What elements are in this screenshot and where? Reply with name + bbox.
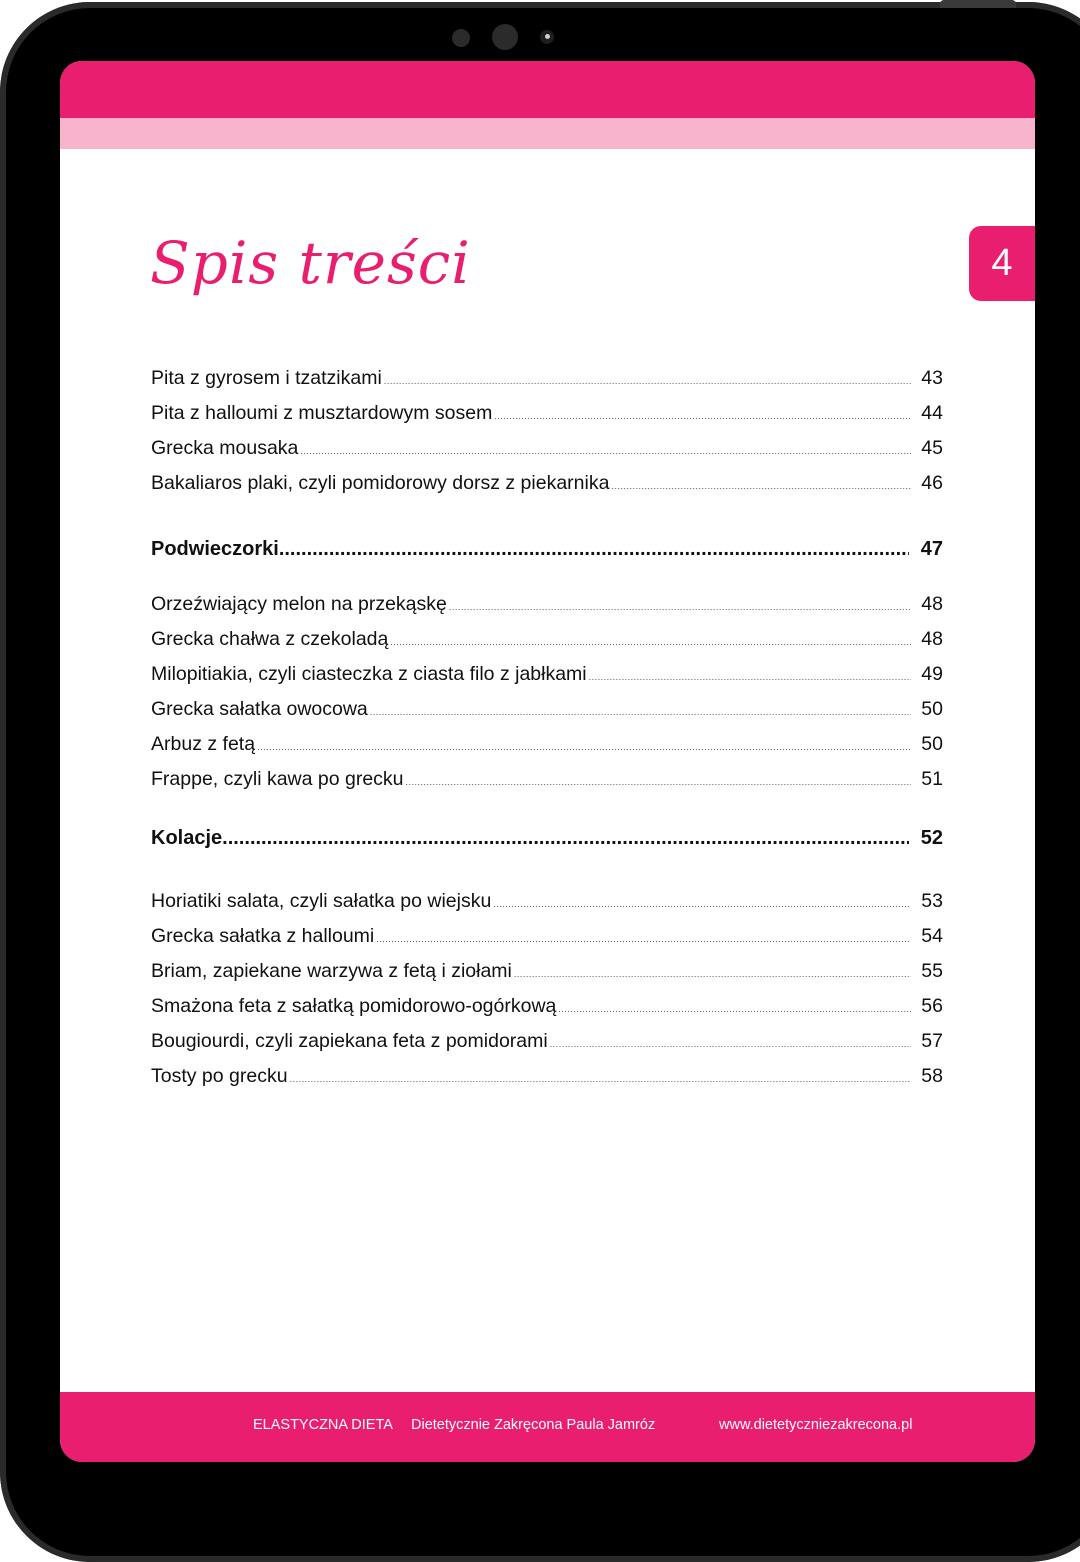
toc-entry-page: 48 [921, 593, 943, 615]
toc-entry-label: Milopitiakia, czyli ciasteczka z ciasta filo z jabłkami [151, 663, 587, 685]
lens-icon [540, 30, 554, 44]
toc-entry-page: 50 [921, 733, 943, 755]
page-number-tab: 4 [969, 226, 1035, 301]
dot-leader [558, 1004, 911, 1014]
dot-leader [279, 538, 909, 561]
toc-row[interactable] [151, 663, 943, 693]
toc-row[interactable] [151, 768, 943, 798]
toc-section-row[interactable] [151, 827, 943, 857]
toc-entry-page: 46 [921, 472, 943, 494]
dot-leader [611, 481, 911, 491]
toc-row[interactable] [151, 925, 943, 955]
toc-row[interactable] [151, 437, 943, 467]
dot-leader [589, 672, 911, 682]
toc-entry-label: Kolacje [151, 827, 223, 849]
toc-entry-page: 55 [921, 960, 943, 982]
toc-entry-label: Grecka sałatka owocowa [151, 698, 368, 720]
dot-leader [494, 411, 911, 421]
toc-entry-label: Bakaliaros plaki, czyli pomidorowy dorsz z piekarnika [151, 472, 610, 494]
footer-author: Dietetycznie Zakręcona Paula Jamróz [411, 1417, 656, 1433]
toc-entry-label: Bougiourdi, czyli zapiekana feta z pomidorami [151, 1030, 548, 1052]
dot-leader [493, 899, 911, 909]
dot-leader [449, 602, 911, 612]
toc-row[interactable] [151, 995, 943, 1025]
toc-entry-label: Grecka sałatka z halloumi [151, 925, 375, 947]
toc-row[interactable] [151, 402, 943, 432]
dot-leader [514, 969, 911, 979]
toc-entry-page: 54 [921, 925, 943, 947]
dot-leader [257, 742, 911, 752]
page-title: Spis treści [150, 229, 471, 297]
toc-entry-label: Pita z gyrosem i tzatzikami [151, 367, 382, 389]
dot-leader [222, 827, 909, 850]
toc-row[interactable] [151, 733, 943, 763]
toc-row[interactable] [151, 698, 943, 728]
toc-entry-label: Horiatiki salata, czyli sałatka po wiejsku [151, 890, 492, 912]
header-band-light [60, 118, 1035, 149]
toc-entry-page: 48 [921, 628, 943, 650]
footer-brand: ELASTYCZNA DIETA [253, 1417, 393, 1433]
header-band [60, 61, 1035, 118]
dot-leader [290, 1074, 911, 1084]
toc-entry-label: Frappe, czyli kawa po grecku [151, 768, 404, 790]
toc-row[interactable] [151, 628, 943, 658]
toc-entry-page: 53 [921, 890, 943, 912]
document-page [60, 61, 1035, 1462]
toc-row[interactable] [151, 1030, 943, 1060]
toc-row[interactable] [151, 367, 943, 397]
toc-entry-label: Briam, zapiekane warzywa z fetą i ziołami [151, 960, 512, 982]
dot-leader [300, 446, 911, 456]
toc-entry-label: Orzeźwiający melon na przekąskę [151, 593, 447, 615]
sensor-icon [452, 29, 470, 47]
toc-entry-page: 43 [921, 367, 943, 389]
toc-entry-label: Podwieczorki [151, 538, 279, 560]
footer-band [60, 1392, 1035, 1462]
dot-leader [376, 934, 911, 944]
camera-bar [0, 24, 1080, 52]
toc-section-row[interactable] [151, 538, 943, 568]
toc-row[interactable] [151, 472, 943, 502]
dot-leader [550, 1039, 911, 1049]
toc-entry-page: 58 [921, 1065, 943, 1087]
toc-row[interactable] [151, 1065, 943, 1095]
toc-entry-label: Pita z halloumi z musztardowym sosem [151, 402, 493, 424]
toc-entry-label: Smażona feta z sałatką pomidorowo-ogórkową [151, 995, 557, 1017]
toc-entry-page: 51 [921, 768, 943, 790]
toc-entry-page: 45 [921, 437, 943, 459]
dot-leader [390, 637, 911, 647]
toc-row[interactable] [151, 960, 943, 990]
toc-entry-label: Grecka mousaka [151, 437, 299, 459]
dot-leader [406, 777, 911, 787]
toc-entry-label: Tosty po grecku [151, 1065, 288, 1087]
toc-entry-page: 52 [920, 827, 943, 849]
camera-icon [492, 24, 518, 50]
footer-website-link[interactable]: www.dietetyczniezakrecona.pl [719, 1417, 913, 1433]
toc-entry-page: 57 [921, 1030, 943, 1052]
toc-entry-page: 49 [921, 663, 943, 685]
toc-entry-page: 44 [921, 402, 943, 424]
dot-leader [384, 376, 911, 386]
toc-row[interactable] [151, 593, 943, 623]
toc-entry-page: 50 [921, 698, 943, 720]
dot-leader [370, 707, 911, 717]
toc-entry-page: 56 [921, 995, 943, 1017]
toc-entry-label: Grecka chałwa z czekoladą [151, 628, 389, 650]
tablet-side-button [940, 0, 1016, 8]
toc-entry-page: 47 [920, 538, 943, 560]
toc-entry-label: Arbuz z fetą [151, 733, 256, 755]
toc-row[interactable] [151, 890, 943, 920]
